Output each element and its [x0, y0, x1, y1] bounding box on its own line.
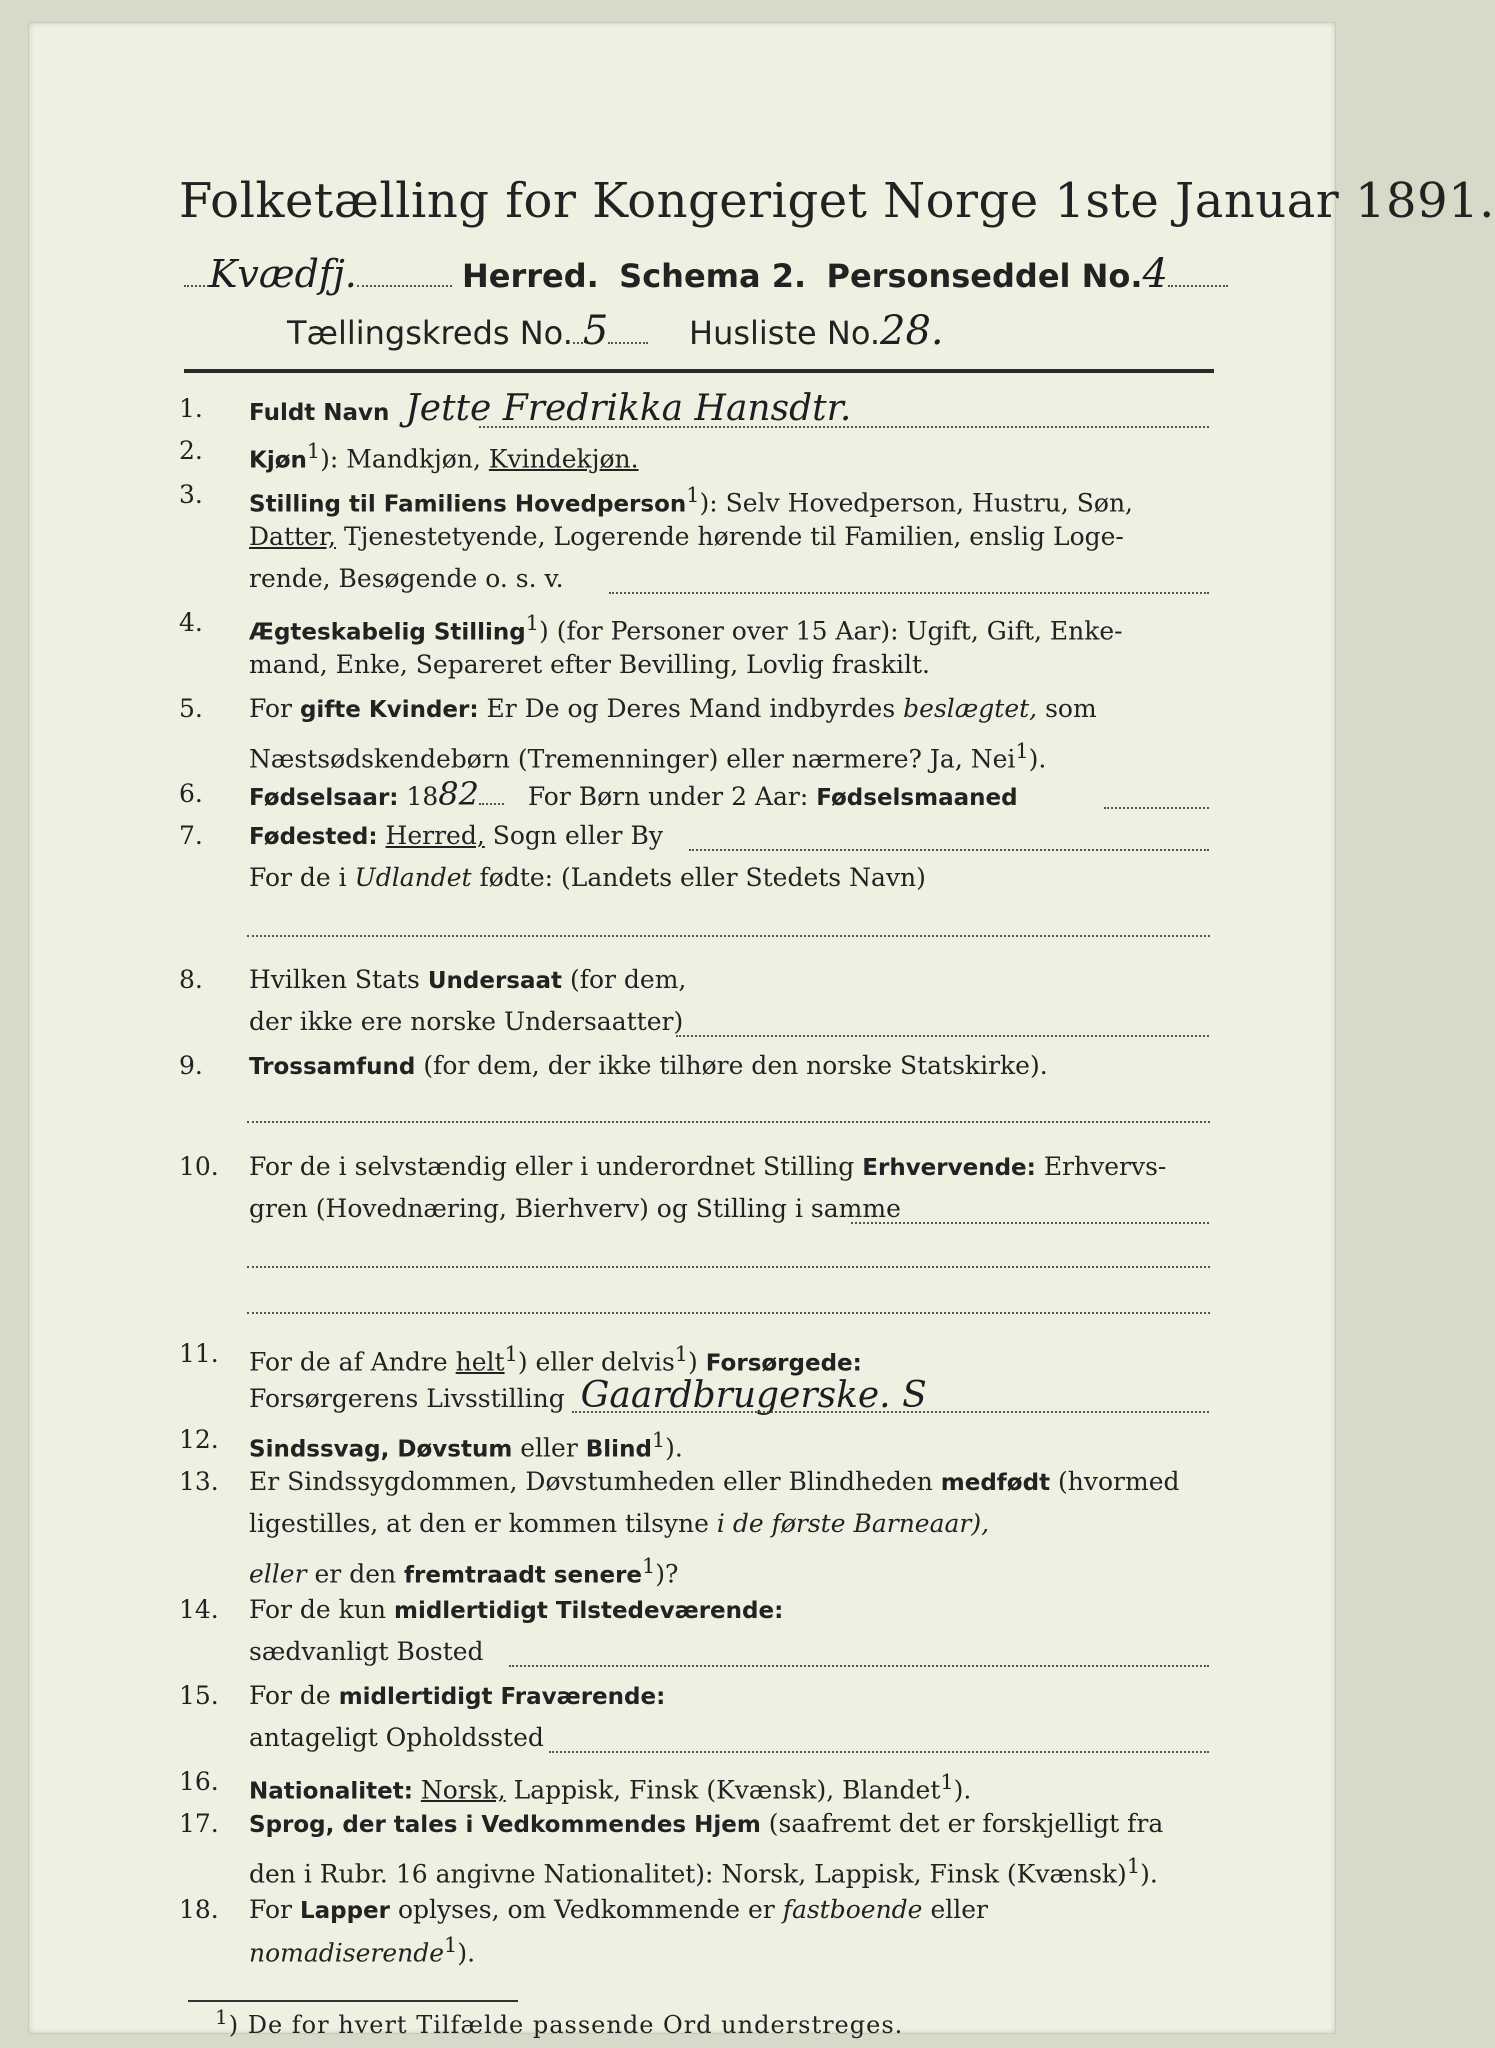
fill-line	[479, 426, 1209, 428]
item-number: 11.	[179, 1339, 219, 1369]
herred-value: Kvædfj.	[209, 252, 357, 296]
family-position-label: Stilling til Familiens Hovedperson	[249, 490, 687, 517]
language-label: Sprog, der tales i Vedkommendes Hjem	[249, 1811, 761, 1838]
nationality-label: Nationalitet:	[249, 1778, 413, 1805]
text: Udlandet	[354, 863, 472, 893]
lapps-label: Lapper	[299, 1897, 390, 1924]
fill-line	[851, 1222, 1209, 1224]
nationality-selected: Norsk,	[420, 1775, 506, 1805]
text: ).	[457, 1938, 476, 1968]
text: fastboende	[782, 1894, 923, 1924]
item-number: 9.	[179, 1050, 203, 1080]
text: ).	[1140, 1859, 1158, 1889]
footnote-ref: 1	[940, 1769, 954, 1794]
sex-option-male: ): Mandkjøn,	[320, 443, 481, 473]
fill-line	[609, 592, 1209, 594]
footnote-marker: 1	[215, 2005, 229, 2029]
birthplace-selected: Herred,	[385, 821, 485, 851]
header-line-2	[287, 308, 944, 354]
religion-label: Trossamfund	[249, 1053, 416, 1080]
text: (for dem, der ikke tilhøre den norske Statskirke).	[423, 1050, 1048, 1080]
blind-label: Blind	[585, 1436, 652, 1463]
text: gren (Hovednæring, Bierhverv) og Stilling i samme	[249, 1193, 901, 1223]
marital-status-options: ) (for Personer over 15 Aar): Ugift, Gift, Enke-	[539, 615, 1123, 645]
text: Er Sindssygdommen, Døvstumheden eller Blindheden	[249, 1467, 933, 1497]
personseddel-value: 4	[1142, 251, 1168, 297]
text: sædvanligt Bosted	[249, 1637, 484, 1667]
item-number: 18.	[179, 1894, 219, 1924]
fill-line	[572, 1411, 1209, 1413]
text: For de	[249, 1680, 331, 1710]
fill-line	[549, 1751, 1209, 1753]
footnote-ref: 1	[686, 482, 700, 507]
text: er den	[314, 1559, 397, 1589]
text: nomadiserende	[249, 1938, 445, 1968]
text: ligestilles, at den er kommen tilsyne	[249, 1509, 709, 1539]
marital-status-label: Ægteskabelig Stilling	[249, 618, 526, 645]
text: som	[1045, 693, 1097, 723]
fill-line	[676, 1035, 1209, 1037]
header-line-1	[184, 251, 1228, 297]
text: eller	[520, 1433, 578, 1463]
text: Sogn eller By	[492, 821, 663, 851]
item-number: 12.	[179, 1425, 219, 1455]
fill-line	[689, 849, 1209, 851]
temporary-absent-label: midlertidigt Fraværende:	[338, 1683, 666, 1710]
full-name-label: Fuldt Navn	[249, 399, 390, 426]
disability-label: Sindssvag, Døvstum	[249, 1436, 513, 1463]
text: der ikke ere norske Undersaatter)	[249, 1006, 684, 1036]
text: For de i	[249, 863, 347, 893]
citizenship-label: Undersaat	[427, 967, 563, 994]
footnote-text: ) De for hvert Tilfælde passende Ord understreges.	[228, 2011, 904, 2039]
item-number: 5.	[179, 693, 203, 723]
item-number: 13.	[179, 1467, 219, 1497]
census-form-sheet	[28, 22, 1495, 2034]
item-number: 16.	[179, 1766, 219, 1796]
temporary-present-label: midlertidigt Tilstedeværende:	[393, 1598, 784, 1625]
fill-line	[247, 1266, 1210, 1268]
kreds-value: 5	[582, 308, 609, 354]
fill-line	[509, 1665, 1209, 1667]
fill-line	[1104, 807, 1209, 809]
text: ).	[953, 1775, 972, 1805]
text: Hvilken Stats	[249, 964, 420, 994]
footnote-ref: 1	[674, 1342, 689, 1367]
text: ) eller delvis	[517, 1347, 675, 1377]
married-women-label: gifte Kvinder:	[299, 696, 479, 723]
birth-year-value: 82	[438, 775, 479, 814]
personseddel-label: Personseddel No.	[826, 257, 1143, 295]
item-number: 6.	[179, 779, 203, 809]
footnote-ref: 1	[642, 1554, 656, 1579]
item-number: 15.	[179, 1680, 219, 1710]
item-number: 7.	[179, 821, 203, 851]
husliste-value: 28.	[880, 308, 944, 354]
text: den i Rubr. 16 angivne Nationalitet): Norsk, Lappisk, Finsk (Kvænsk)	[249, 1859, 1127, 1889]
family-position-options-3: rende, Besøgende o. s. v.	[249, 563, 564, 593]
footnote-ref: 1	[1015, 738, 1029, 763]
item-number: 8.	[179, 964, 203, 994]
item-number: 4.	[179, 607, 203, 637]
text: Erhvervs-	[1043, 1151, 1167, 1181]
herred-label: Herred.	[462, 257, 599, 295]
text: For de kun	[249, 1595, 387, 1625]
text: oplyses, om Vedkommende er	[397, 1894, 775, 1924]
text: ).	[665, 1433, 683, 1463]
item-number: 1.	[179, 393, 203, 423]
birth-year-label: Fødselsaar:	[249, 785, 399, 812]
kreds-label: Tællingskreds No.	[287, 314, 573, 352]
occupation-label: Erhvervende:	[862, 1154, 1036, 1181]
item-number: 10.	[179, 1151, 219, 1181]
text: (saafremt det er forskjelligt fra	[768, 1808, 1164, 1838]
supported-label: Forsørgede:	[705, 1350, 862, 1377]
support-selected: helt	[455, 1347, 505, 1377]
footnote-rule	[188, 2000, 518, 2002]
item-number: 2.	[179, 435, 203, 465]
birthplace-label: Fødested:	[249, 824, 378, 851]
text: beslægtet,	[903, 693, 1038, 723]
sex-option-female: Kvindekjøn.	[488, 443, 639, 473]
text: For de af Andre	[249, 1347, 448, 1377]
footnote-ref: 1	[1126, 1853, 1141, 1878]
footnote-ref: 1	[504, 1342, 518, 1367]
fill-line	[247, 935, 1210, 937]
congenital-label: medfødt	[940, 1470, 1051, 1497]
text: eller	[930, 1894, 988, 1924]
text: Er De og Deres Mand indbyrdes	[486, 693, 896, 723]
text: Lappisk, Finsk (Kvænsk), Blandet	[513, 1775, 941, 1805]
item-number: 17.	[179, 1808, 219, 1838]
sex-label: Kjøn	[249, 446, 307, 473]
header-rule	[184, 369, 1214, 373]
family-position-options-2: Tjenestetyende, Logerende hørende til Familien, enslig Loge-	[343, 521, 1124, 551]
text: Forsørgerens Livsstilling	[249, 1384, 565, 1414]
footnote-ref: 1	[525, 610, 540, 635]
text: (hvormed	[1058, 1467, 1180, 1497]
item-number: 14.	[179, 1595, 219, 1625]
footnote-ref: 1	[306, 438, 321, 463]
text: For	[249, 1894, 292, 1924]
supporter-occupation-value: Gaardbrugerske. S	[580, 1375, 927, 1417]
schema-label: Schema 2.	[619, 257, 807, 295]
family-position-selected: Datter,	[249, 521, 336, 551]
footnote-ref: 1	[444, 1932, 458, 1957]
text: i de første Barneaar),	[716, 1509, 990, 1539]
text: eller	[249, 1559, 307, 1589]
text: antageligt Opholdssted	[249, 1722, 544, 1752]
text: ).	[1028, 743, 1047, 773]
birth-year-prefix: 18	[406, 782, 439, 812]
text: )	[688, 1347, 698, 1377]
marital-status-options-2: mand, Enke, Separeret efter Bevilling, Lovlig fraskilt.	[249, 649, 930, 679]
family-position-options: ): Selv Hovedperson, Hustru, Søn,	[699, 487, 1133, 517]
fill-line	[247, 1121, 1210, 1123]
text: )?	[655, 1559, 679, 1589]
text: fødte: (Landets eller Stedets Navn)	[479, 863, 926, 893]
footnote	[215, 2005, 903, 2039]
text: For de i selvstændig eller i underordnet Stilling	[249, 1151, 855, 1181]
later-onset-label: fremtraadt senere	[404, 1562, 643, 1589]
text: For	[249, 693, 292, 723]
text: For Børn under 2 Aar:	[527, 782, 809, 812]
footnote-ref: 1	[651, 1428, 666, 1453]
text: (for dem,	[569, 964, 687, 994]
full-name-value: Jette Fredrikka Hansdtr.	[405, 387, 852, 429]
birth-month-label: Fødselsmaaned	[816, 785, 1018, 812]
form-title: Folketælling for Kongeriget Norge 1ste Januar 1891.	[179, 173, 1495, 229]
fill-line	[247, 1312, 1210, 1314]
husliste-label: Husliste No.	[689, 314, 880, 352]
item-number: 3.	[179, 479, 203, 509]
text: Næstsødskendebørn (Tremenninger) eller nærmere? Ja, Nei	[249, 743, 1016, 773]
